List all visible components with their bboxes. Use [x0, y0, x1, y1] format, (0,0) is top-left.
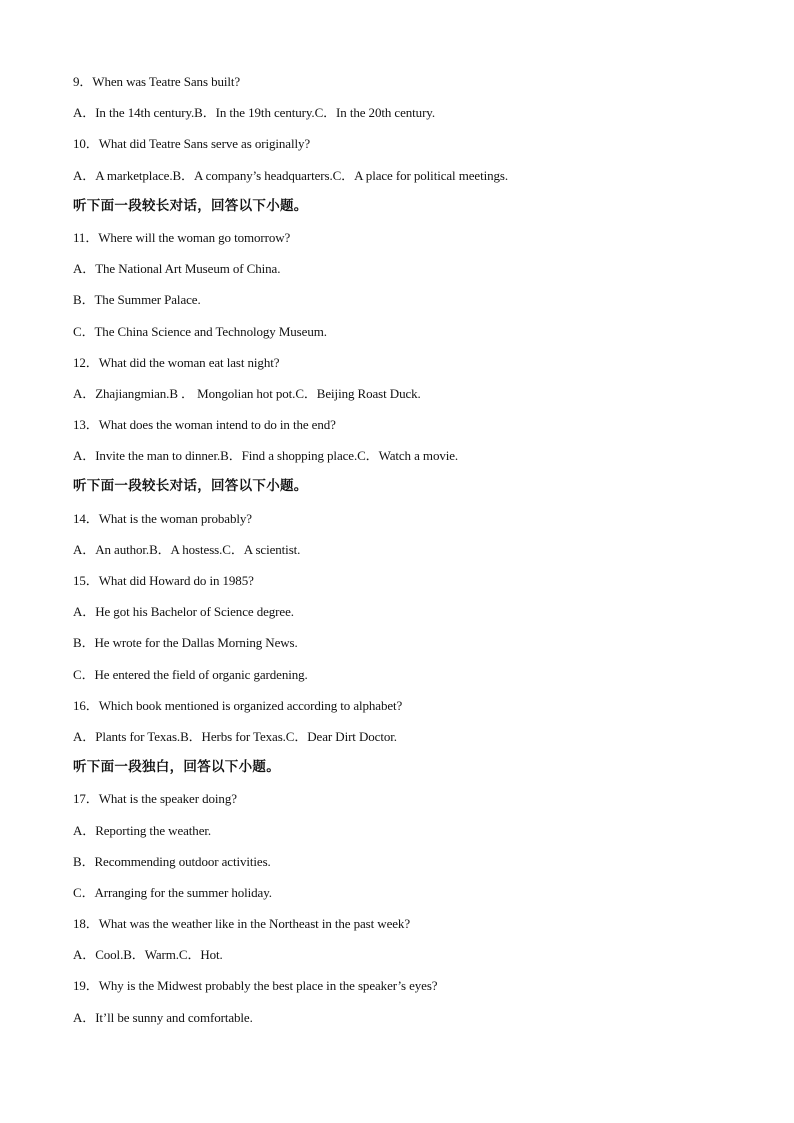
- question-15-option-c: C．He entered the field of organic gardening.: [73, 666, 308, 682]
- question-18: 18．What was the weather like in the Northeast in the past week?: [73, 916, 411, 932]
- section-heading: 听下面一段较长对话，回答以下小题。: [73, 197, 308, 214]
- question-16: 16．Which book mentioned is organized according to alphabet?: [73, 697, 403, 713]
- question-17-option-b: B．Recommending outdoor activities.: [73, 853, 271, 869]
- question-16-options: A．Plants for Texas.B．Herbs for Texas.C．Dear Dirt Doctor.: [73, 728, 397, 744]
- question-15-option-b: B．He wrote for the Dallas Morning News.: [73, 635, 298, 651]
- question-9-options: A．In the 14th century.B．In the 19th century.C．In the 20th century.: [73, 105, 436, 121]
- question-11-option-b: B．The Summer Palace.: [73, 292, 201, 308]
- question-18-options: A．Cool.B．Warm.C．Hot.: [73, 947, 223, 963]
- question-11: 11．Where will the woman go tomorrow?: [73, 229, 291, 245]
- question-11-option-a: A．The National Art Museum of China.: [73, 261, 281, 277]
- question-13-options: A．Invite the man to dinner.B．Find a shopping place.C．Watch a movie.: [73, 448, 459, 464]
- question-15: 15．What did Howard do in 1985?: [73, 573, 254, 588]
- question-9: 9．When was Teatre Sans built?: [73, 74, 241, 89]
- question-11-option-c: C．The China Science and Technology Museum.: [73, 323, 327, 339]
- question-17-option-a: A．Reporting the weather.: [73, 822, 212, 838]
- question-19: 19．Why is the Midwest probably the best place in the speaker’s eyes?: [73, 978, 438, 994]
- question-17-option-c: C．Arranging for the summer holiday.: [73, 884, 272, 900]
- question-12: 12．What did the woman eat last night?: [73, 354, 280, 370]
- question-14: 14．What is the woman probably?: [73, 510, 252, 526]
- section-heading: 听下面一段独白，回答以下小题。: [73, 759, 280, 776]
- question-15-option-a: A．He got his Bachelor of Science degree.: [73, 604, 294, 620]
- question-13: 13．What does the woman intend to do in the end?: [73, 417, 336, 433]
- question-10-options: A．A marketplace.B．A company’s headquarters.C．A place for political meetings.: [73, 167, 509, 183]
- question-14-options: A．An author.B．A hostess.C．A scientist.: [73, 541, 301, 557]
- question-12-options: A．Zhajiangmian.B ． Mongolian hot pot.C．Beijing Roast Duck.: [73, 385, 421, 401]
- section-heading: 听下面一段较长对话，回答以下小题。: [73, 478, 308, 495]
- document-page: [73, 66, 753, 1033]
- question-10: 10．What did Teatre Sans serve as originally?: [73, 136, 311, 152]
- question-19-option-a: A．It’ll be sunny and comfortable.: [73, 1009, 253, 1025]
- question-17: 17．What is the speaker doing?: [73, 791, 237, 807]
